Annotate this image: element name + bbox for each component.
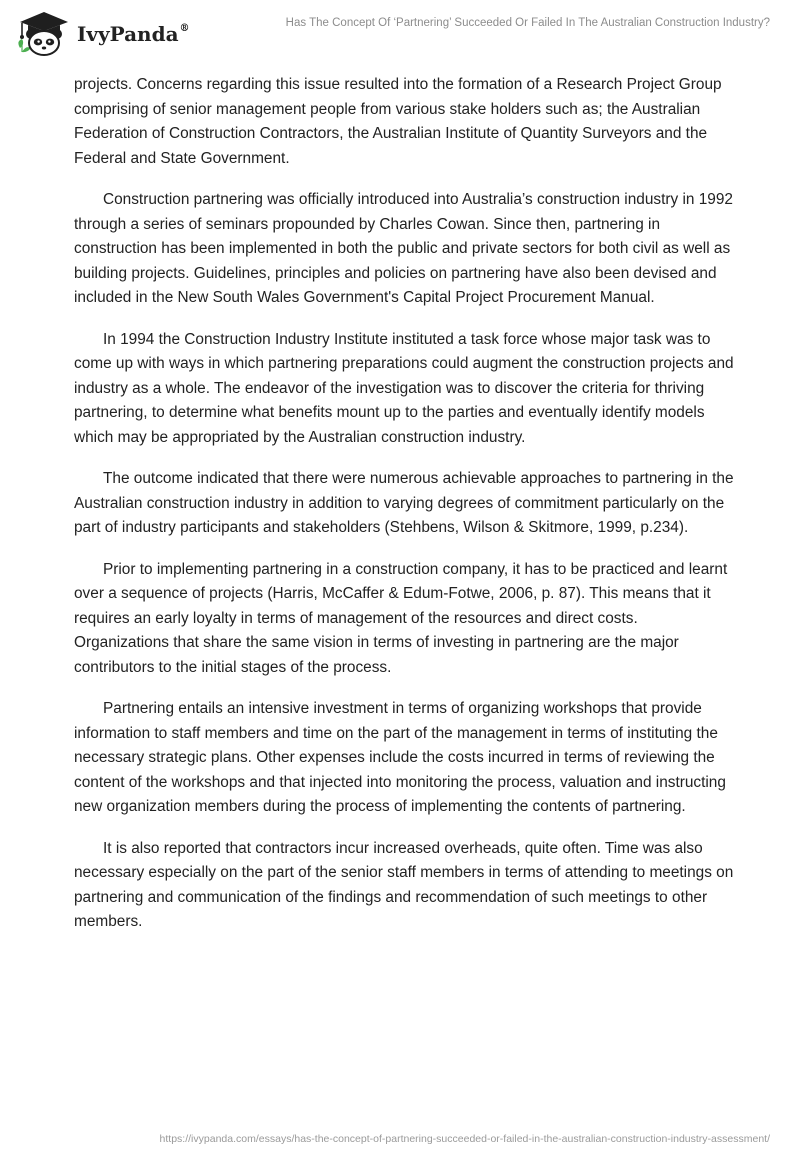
paragraph: Partnering entails an intensive investment in terms of organizing workshops that provide information to staff members and time on the part of the management in terms of instituting the necessary strategic plans. Other expenses include the costs incurred in terms of reviewing the content of the workshops and that injected into monitoring the process, valuation and instructing new organization members during the process of implementing the contents of partnering. <box>74 700 726 815</box>
paragraph: The outcome indicated that there were numerous achievable approaches to partnering in the Australian construction industry in addition to varying degrees of commitment particularly on the part of industry participants and stakeholders (Stehbens, Wilson & Skitmore, 1999, p.234). <box>74 470 734 536</box>
paragraph: It is also reported that contractors incur increased overheads, quite often. Time was also necessary especially on the part of the senior staff members in terms of attending to meetings on partnering and communication of the findings and recommendation of such meetings to other members. <box>74 839 734 930</box>
document-title: Has The Concept Of ‘Partnering’ Succeeded Or Failed In The Australian Construction Industry? <box>285 17 770 29</box>
page-header <box>0 0 800 64</box>
logo-text: IvyPanda® <box>77 22 190 46</box>
ivypanda-logo[interactable] <box>14 8 204 56</box>
paragraph: projects. Concerns regarding this issue resulted into the formation of a Research Project Group comprising of senior management people from various stake holders such as; the Australian Federation of Construction Contractors, the Australian Institute of Quantity Surveyors and the Federal and State Government. <box>74 76 722 167</box>
source-url[interactable]: https://ivypanda.com/essays/has-the-concept-of-partnering-succeeded-or-failed-in-the-australian-construction-industry-assessment/ <box>159 1133 770 1145</box>
panda-graduation-cap-icon <box>14 8 74 56</box>
paragraph: Prior to implementing partnering in a construction company, it has to be practiced and learnt over a sequence of projects (Harris, McCaffer & Edum-Fotwe, 2006, p. 87). This means that it requires an early loyalty in terms of management of the resources and direct costs. Organizations that share the same vision in terms of investing in partnering are the major contributors to the initial stages of the process. <box>74 560 728 676</box>
paragraph: In 1994 the Construction Industry Institute instituted a task force whose major task was to come up with ways in which partnering preparations could augment the construction projects and industry as a whole. The endeavor of the investigation was to discover the criteria for thriving partnering, to determine what benefits mount up to the parties and eventually identify models which may be appropriated by the Australian construction industry. <box>74 330 734 446</box>
paragraph: Construction partnering was officially introduced into Australia’s construction industry in 1992 through a series of seminars propounded by Charles Cowan. Since then, partnering in construction has been implemented in both the public and private sectors for both civil as well as building projects. Guidelines, principles and policies on partnering have also been devised and included in the New South Wales Government's Capital Project Procurement Manual. <box>74 191 733 306</box>
essay-body <box>74 73 734 952</box>
